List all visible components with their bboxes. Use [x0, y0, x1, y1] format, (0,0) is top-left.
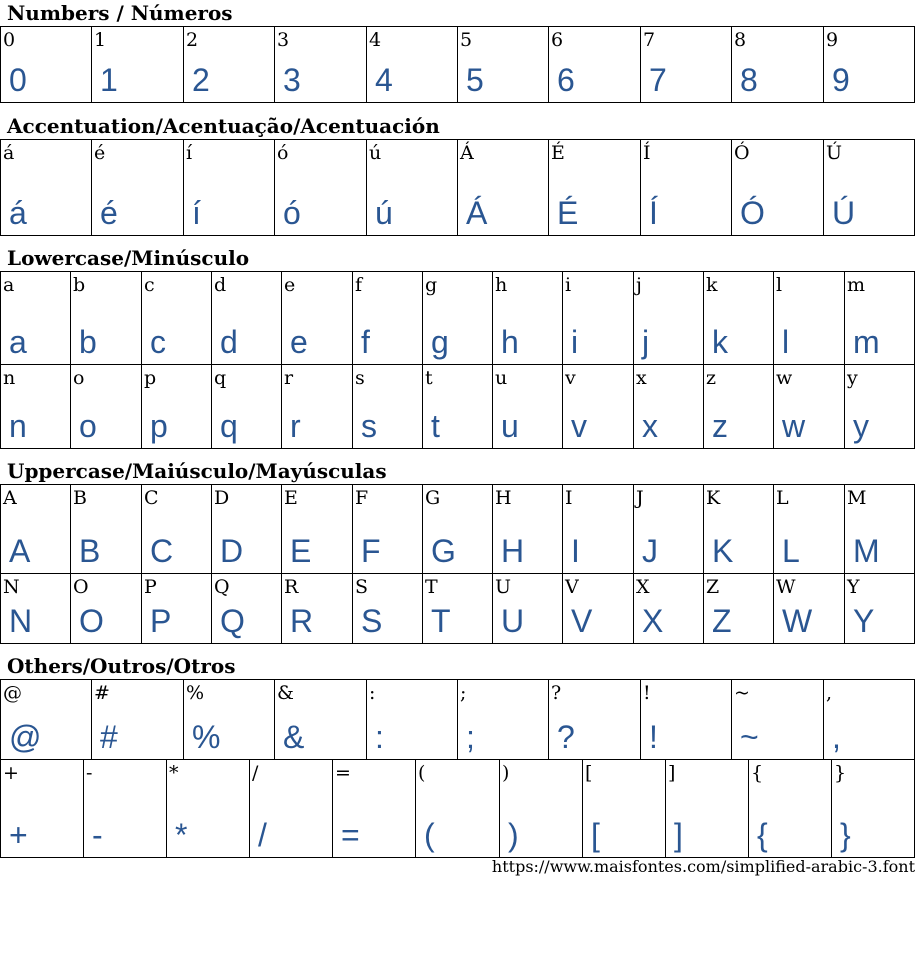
glyph-sample: P — [150, 603, 172, 639]
glyph-sample: c — [150, 324, 166, 360]
glyph-cell — [824, 680, 915, 760]
glyph-label: R — [284, 576, 299, 598]
glyph-cell — [458, 140, 549, 236]
glyph-sample: n — [9, 408, 27, 444]
glyph-label: y — [847, 367, 858, 389]
glyph-cell — [493, 574, 563, 644]
glyph-cell — [275, 140, 367, 236]
glyph-cell — [282, 272, 353, 365]
glyph-cell — [1, 760, 84, 858]
glyph-sample: 0 — [9, 62, 27, 98]
glyph-cell — [1, 365, 71, 449]
glyph-sample: w — [782, 408, 806, 444]
glyph-sample: x — [642, 408, 658, 444]
glyph-sample: ~ — [740, 719, 759, 755]
glyph-cell — [367, 680, 458, 760]
glyph-sample: f — [361, 324, 370, 360]
others-grid-row-2 — [0, 759, 915, 858]
glyph-cell — [282, 365, 353, 449]
glyph-cell — [732, 27, 824, 103]
glyph-label: q — [214, 367, 227, 389]
glyph-cell — [549, 680, 641, 760]
glyph-cell — [92, 140, 184, 236]
glyph-sample: 8 — [740, 62, 758, 98]
glyph-label: á — [3, 142, 15, 164]
glyph-cell — [845, 485, 915, 574]
glyph-sample: + — [9, 817, 28, 853]
glyph-sample: Q — [220, 603, 245, 639]
glyph-sample: z — [712, 408, 728, 444]
glyph-label: H — [495, 487, 512, 509]
glyph-sample: F — [361, 533, 381, 569]
glyph-sample: D — [220, 533, 244, 569]
glyph-cell — [353, 365, 423, 449]
glyph-cell — [212, 485, 282, 574]
glyph-label: p — [144, 367, 157, 389]
glyph-cell — [250, 760, 333, 858]
glyph-cell — [212, 272, 282, 365]
glyph-sample: b — [79, 324, 97, 360]
glyph-sample: Í — [649, 195, 658, 231]
glyph-label: Á — [460, 142, 474, 164]
glyph-cell — [845, 272, 915, 365]
glyph-sample: u — [501, 408, 519, 444]
glyph-label: m — [847, 274, 866, 296]
glyph-label: I — [565, 487, 573, 509]
glyph-label: } — [834, 762, 847, 784]
glyph-sample: Y — [853, 603, 875, 639]
glyph-label: 8 — [734, 29, 747, 51]
glyph-label: Y — [847, 576, 860, 598]
glyph-sample: G — [431, 533, 456, 569]
glyph-cell — [71, 574, 142, 644]
section-title-others: Others/Outros/Otros — [7, 654, 236, 678]
glyph-cell — [845, 365, 915, 449]
glyph-cell — [549, 27, 641, 103]
glyph-label: é — [94, 142, 106, 164]
glyph-cell — [704, 365, 774, 449]
glyph-label: T — [425, 576, 438, 598]
glyph-label: * — [169, 762, 179, 784]
glyph-cell — [142, 574, 212, 644]
glyph-label: ] — [668, 762, 676, 784]
glyph-sample: N — [9, 603, 33, 639]
glyph-cell — [634, 485, 704, 574]
glyph-cell — [353, 574, 423, 644]
glyph-sample: 2 — [192, 62, 210, 98]
glyph-sample: ; — [466, 719, 475, 755]
glyph-cell — [423, 365, 493, 449]
glyph-label: t — [425, 367, 433, 389]
glyph-label: s — [355, 367, 365, 389]
glyph-label: K — [706, 487, 721, 509]
glyph-sample: g — [431, 324, 449, 360]
glyph-sample: % — [192, 719, 221, 755]
glyph-sample: 5 — [466, 62, 484, 98]
glyph-cell — [774, 574, 845, 644]
glyph-cell — [212, 574, 282, 644]
glyph-cell — [749, 760, 832, 858]
glyph-label: ! — [643, 682, 651, 704]
glyph-label: % — [186, 682, 205, 704]
glyph-cell — [641, 27, 732, 103]
glyph-sample: ú — [375, 195, 393, 231]
glyph-label: U — [495, 576, 512, 598]
glyph-cell — [333, 760, 416, 858]
glyph-sample: t — [431, 408, 440, 444]
glyph-sample: í — [192, 195, 201, 231]
glyph-label: [ — [585, 762, 593, 784]
glyph-cell — [500, 760, 583, 858]
glyph-sample: E — [290, 533, 312, 569]
glyph-sample: [ — [591, 817, 600, 853]
source-url: https://www.maisfontes.com/simplified-arabic-3.font — [491, 857, 915, 876]
glyph-sample: I — [571, 533, 580, 569]
glyph-cell — [563, 365, 634, 449]
glyph-sample: á — [9, 195, 27, 231]
glyph-label: í — [186, 142, 193, 164]
glyph-label: 5 — [460, 29, 473, 51]
glyph-label: Ú — [826, 142, 843, 164]
glyph-cell — [641, 680, 732, 760]
lowercase-grid-row-1 — [0, 271, 915, 365]
glyph-sample: ó — [283, 195, 301, 231]
glyph-cell — [1, 485, 71, 574]
glyph-sample: { — [757, 817, 768, 853]
glyph-label: e — [284, 274, 296, 296]
glyph-label: u — [495, 367, 508, 389]
glyph-label: # — [94, 682, 110, 704]
glyph-label: c — [144, 274, 155, 296]
glyph-label: M — [847, 487, 867, 509]
glyph-label: a — [3, 274, 15, 296]
glyph-cell — [367, 27, 458, 103]
glyph-cell — [774, 485, 845, 574]
glyph-label: 2 — [186, 29, 199, 51]
glyph-sample: S — [361, 603, 383, 639]
glyph-cell — [845, 574, 915, 644]
uppercase-grid-row-2 — [0, 573, 915, 644]
section-title-numbers: Numbers / Números — [7, 1, 233, 25]
glyph-label: 9 — [826, 29, 839, 51]
glyph-sample: A — [9, 533, 31, 569]
glyph-label: o — [73, 367, 85, 389]
glyph-label: d — [214, 274, 227, 296]
glyph-sample: L — [782, 533, 800, 569]
glyph-sample: ? — [557, 719, 575, 755]
glyph-label: ó — [277, 142, 289, 164]
glyph-cell — [704, 574, 774, 644]
glyph-label: n — [3, 367, 16, 389]
glyph-sample: 1 — [100, 62, 118, 98]
uppercase-grid-row-1 — [0, 484, 915, 574]
glyph-label: C — [144, 487, 159, 509]
glyph-label: 0 — [3, 29, 16, 51]
glyph-cell — [583, 760, 666, 858]
glyph-sample: } — [840, 817, 851, 853]
glyph-label: + — [3, 762, 19, 784]
glyph-sample: 7 — [649, 62, 667, 98]
glyph-cell — [423, 574, 493, 644]
glyph-cell — [634, 574, 704, 644]
glyph-label: Ó — [734, 142, 750, 164]
glyph-cell — [774, 365, 845, 449]
glyph-sample: B — [79, 533, 101, 569]
glyph-cell — [142, 272, 212, 365]
glyph-label: 3 — [277, 29, 290, 51]
glyph-cell — [423, 272, 493, 365]
glyph-cell — [416, 760, 500, 858]
glyph-label: S — [355, 576, 369, 598]
section-title-accentuation: Accentuation/Acentuação/Acentuación — [7, 114, 440, 138]
glyph-sample: 9 — [832, 62, 850, 98]
glyph-sample: & — [283, 719, 305, 755]
glyph-label: ~ — [734, 682, 750, 704]
glyph-sample: , — [832, 719, 841, 755]
glyph-label: z — [706, 367, 717, 389]
glyph-sample: H — [501, 533, 525, 569]
glyph-cell — [458, 680, 549, 760]
glyph-cell — [666, 760, 749, 858]
glyph-cell — [184, 140, 275, 236]
glyph-sample: é — [100, 195, 118, 231]
glyph-label: { — [751, 762, 764, 784]
glyph-label: b — [73, 274, 86, 296]
glyph-cell — [184, 680, 275, 760]
glyph-label: k — [706, 274, 718, 296]
glyph-label: ; — [460, 682, 467, 704]
glyph-cell — [142, 365, 212, 449]
glyph-sample: - — [92, 817, 103, 853]
accentuation-grid — [0, 139, 915, 236]
glyph-label: V — [565, 576, 579, 598]
glyph-sample: d — [220, 324, 238, 360]
glyph-label: @ — [3, 682, 22, 704]
glyph-cell — [732, 680, 824, 760]
glyph-cell — [1, 680, 92, 760]
glyph-sample: * — [175, 817, 188, 853]
glyph-label: X — [636, 576, 650, 598]
glyph-cell — [824, 27, 915, 103]
section-title-lowercase: Lowercase/Minúsculo — [7, 246, 250, 270]
glyph-cell — [493, 272, 563, 365]
glyph-sample: a — [9, 324, 27, 360]
glyph-cell — [1, 27, 92, 103]
glyph-cell — [71, 365, 142, 449]
glyph-sample: / — [258, 817, 267, 853]
glyph-cell — [275, 680, 367, 760]
glyph-sample: 4 — [375, 62, 393, 98]
glyph-label: W — [776, 576, 796, 598]
glyph-cell — [563, 272, 634, 365]
glyph-cell — [84, 760, 167, 858]
glyph-label: ) — [502, 762, 510, 784]
glyph-cell — [634, 365, 704, 449]
glyph-sample: U — [501, 603, 525, 639]
glyph-cell — [1, 574, 71, 644]
glyph-label: É — [551, 142, 565, 164]
glyph-sample: m — [853, 324, 880, 360]
glyph-label: F — [355, 487, 369, 509]
glyph-sample: k — [712, 324, 728, 360]
glyph-sample: ] — [674, 817, 683, 853]
section-title-uppercase: Uppercase/Maiúsculo/Mayúsculas — [7, 459, 387, 483]
glyph-cell — [563, 485, 634, 574]
glyph-sample: @ — [9, 719, 42, 755]
glyph-cell — [493, 365, 563, 449]
glyph-label: 4 — [369, 29, 382, 51]
glyph-sample: = — [341, 817, 360, 853]
glyph-label: = — [335, 762, 351, 784]
glyph-cell — [282, 574, 353, 644]
glyph-cell — [824, 140, 915, 236]
glyph-label: i — [565, 274, 572, 296]
glyph-label: Q — [214, 576, 230, 598]
glyph-label: & — [277, 682, 294, 704]
glyph-sample: ( — [424, 817, 435, 853]
glyph-sample: : — [375, 719, 384, 755]
glyph-cell — [353, 485, 423, 574]
glyph-label: O — [73, 576, 89, 598]
glyph-sample: W — [782, 603, 813, 639]
glyph-label: L — [776, 487, 789, 509]
glyph-sample: # — [100, 719, 118, 755]
glyph-label: E — [284, 487, 298, 509]
glyph-label: f — [355, 274, 363, 296]
glyph-sample: É — [557, 195, 579, 231]
glyph-sample: Ó — [740, 195, 765, 231]
glyph-label: r — [284, 367, 294, 389]
glyph-label: ? — [551, 682, 562, 704]
glyph-sample: J — [642, 533, 658, 569]
glyph-sample: j — [642, 324, 650, 360]
glyph-label: - — [86, 762, 93, 784]
glyph-sample: o — [79, 408, 97, 444]
glyph-cell — [282, 485, 353, 574]
glyph-cell — [71, 485, 142, 574]
glyph-cell — [275, 27, 367, 103]
glyph-cell — [1, 140, 92, 236]
glyph-cell — [353, 272, 423, 365]
lowercase-grid-row-2 — [0, 364, 915, 449]
glyph-cell — [832, 760, 915, 858]
glyph-cell — [493, 485, 563, 574]
glyph-cell — [563, 574, 634, 644]
glyph-sample: Ú — [832, 195, 856, 231]
glyph-label: h — [495, 274, 508, 296]
glyph-sample: 3 — [283, 62, 301, 98]
glyph-label: 7 — [643, 29, 656, 51]
glyph-label: 1 — [94, 29, 107, 51]
glyph-cell — [704, 485, 774, 574]
glyph-cell — [458, 27, 549, 103]
glyph-label: / — [252, 762, 259, 784]
glyph-label: x — [636, 367, 647, 389]
glyph-sample: i — [571, 324, 579, 360]
glyph-label: D — [214, 487, 230, 509]
glyph-sample: v — [571, 408, 587, 444]
glyph-sample: p — [150, 408, 168, 444]
glyph-label: N — [3, 576, 20, 598]
glyph-sample: R — [290, 603, 314, 639]
glyph-label: w — [776, 367, 793, 389]
glyph-sample: ) — [508, 817, 519, 853]
glyph-sample: r — [290, 408, 301, 444]
glyph-sample: y — [853, 408, 869, 444]
glyph-cell — [367, 140, 458, 236]
glyph-cell — [423, 485, 493, 574]
numbers-grid — [0, 26, 915, 103]
glyph-label: J — [636, 487, 644, 509]
glyph-cell — [212, 365, 282, 449]
glyph-cell — [142, 485, 212, 574]
glyph-cell — [92, 27, 184, 103]
glyph-label: B — [73, 487, 87, 509]
glyph-cell — [549, 140, 641, 236]
glyph-cell — [92, 680, 184, 760]
glyph-cell — [184, 27, 275, 103]
glyph-label: P — [144, 576, 157, 598]
glyph-sample: C — [150, 533, 174, 569]
glyph-cell — [71, 272, 142, 365]
glyph-sample: X — [642, 603, 664, 639]
glyph-sample: T — [431, 603, 451, 639]
glyph-cell — [641, 140, 732, 236]
glyph-sample: M — [853, 533, 880, 569]
glyph-label: G — [425, 487, 441, 509]
glyph-label: 6 — [551, 29, 564, 51]
glyph-sample: 6 — [557, 62, 575, 98]
glyph-sample: s — [361, 408, 377, 444]
glyph-sample: O — [79, 603, 104, 639]
glyph-cell — [167, 760, 250, 858]
glyph-label: Z — [706, 576, 720, 598]
glyph-label: l — [776, 274, 783, 296]
glyph-cell — [704, 272, 774, 365]
glyph-label: , — [826, 682, 833, 704]
glyph-sample: Á — [466, 195, 488, 231]
glyph-label: v — [565, 367, 576, 389]
glyph-cell — [774, 272, 845, 365]
glyph-sample: q — [220, 408, 238, 444]
glyph-label: ( — [418, 762, 426, 784]
glyph-sample: l — [782, 324, 790, 360]
glyph-sample: ! — [649, 719, 658, 755]
glyph-label: Í — [643, 142, 651, 164]
glyph-label: ú — [369, 142, 382, 164]
glyph-sample: V — [571, 603, 593, 639]
glyph-label: A — [3, 487, 17, 509]
glyph-label: g — [425, 274, 438, 296]
glyph-sample: e — [290, 324, 308, 360]
glyph-sample: K — [712, 533, 734, 569]
glyph-cell — [634, 272, 704, 365]
glyph-label: j — [636, 274, 642, 296]
glyph-label: : — [369, 682, 376, 704]
glyph-cell — [732, 140, 824, 236]
glyph-cell — [1, 272, 71, 365]
others-grid-row-1 — [0, 679, 915, 760]
glyph-sample: Z — [712, 603, 732, 639]
glyph-sample: h — [501, 324, 519, 360]
